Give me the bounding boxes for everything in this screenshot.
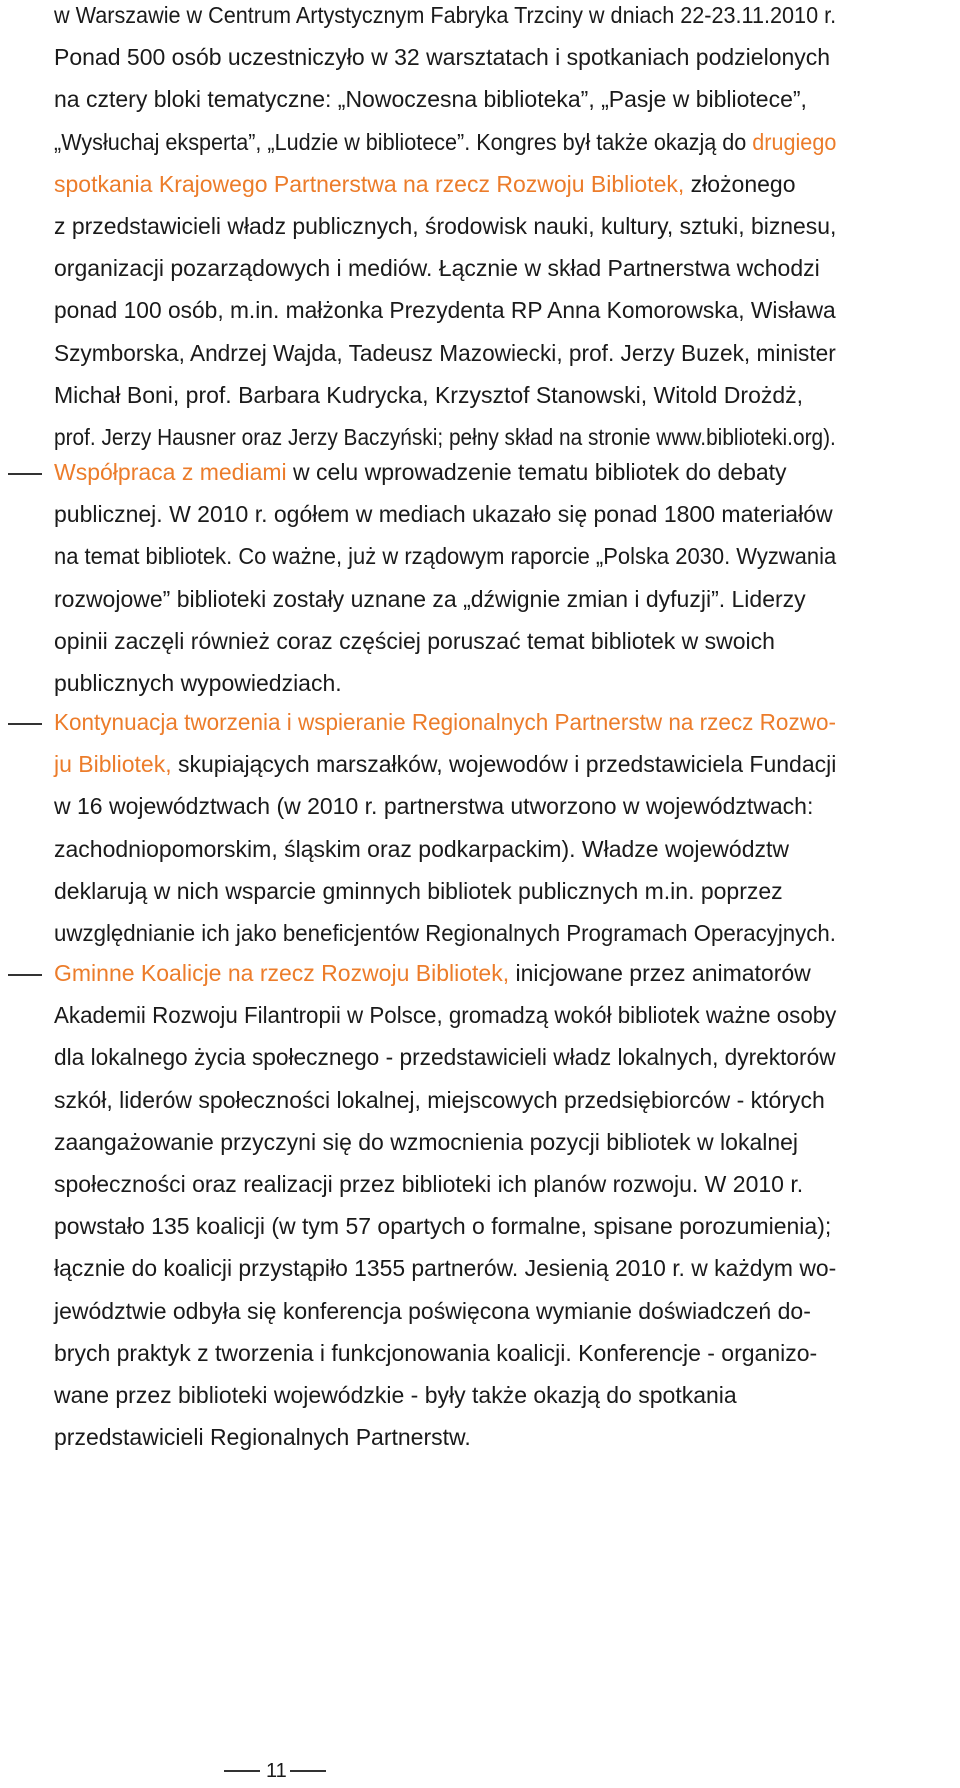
text-run: powstało 135 koalicji (w tym 57 opartych o formalne, spisane porozumienia); [54,1213,832,1239]
text-line [54,1211,831,1241]
text-run: Ponad 500 osób uczestniczyło w 32 warsztatach i spotkaniach podzielonych [54,44,831,70]
highlighted-text: ju Bibliotek, [54,751,172,777]
text-line [54,791,813,821]
text-run: deklarują w nich wsparcie gminnych bibliotek publicznych m.in. poprzez [54,878,783,904]
text-line [54,584,806,614]
text-line [54,84,807,114]
text-line [54,1380,737,1410]
text-run: „Wysłuchaj eksperta”, „Ludzie w bibliotece”. Kongres był także okazją do [54,129,753,155]
text-line [54,0,836,30]
text-run: Szymborska, Andrzej Wajda, Tadeusz Mazowiecki, prof. Jerzy Buzek, minister [54,340,836,366]
text-line [54,457,787,487]
text-line [54,422,836,452]
footer-rule-left [224,1770,260,1772]
text-run: łącznie do koalicji przystąpiło 1355 partnerów. Jesienią 2010 r. w każdym wo- [54,1255,837,1281]
text-line [54,127,836,157]
text-line [54,499,833,529]
text-run: publicznej. W 2010 r. ogółem w mediach ukazało się ponad 1800 materiałów [54,501,833,527]
text-line [54,1422,471,1452]
bullet-dash-regional [8,723,42,725]
highlighted-text: Kontynuacja tworzenia i wspieranie Regionalnych Partnerstw na rzecz Rozwo- [54,709,836,735]
text-line [54,668,342,698]
page-footer [0,1759,960,1783]
text-run: Akademii Rozwoju Filantropii w Polsce, gromadzą wokół bibliotek ważne osoby [54,1002,837,1028]
text-run: przedstawicieli Regionalnych Partnerstw. [54,1424,471,1450]
text-run: publicznych wypowiedziach. [54,670,342,696]
text-line [54,380,803,410]
text-run: brych praktyk z tworzenia i funkcjonowania koalicji. Konferencje - organizo- [54,1340,818,1366]
text-line [54,749,836,779]
text-run: w 16 województwach (w 2010 r. partnerstwa utworzono w województwach: [54,793,814,819]
bullet-dash-media [8,473,42,475]
highlighted-text: Współpraca z mediami [54,459,287,485]
text-run: skupiających marszałków, wojewodów i przedstawiciela Fundacji [171,751,837,777]
text-line [54,1338,817,1368]
text-run: zachodniopomorskim, śląskim oraz podkarpackim). Władze województw [54,836,789,862]
text-line [54,42,830,72]
text-run: w Warszawie w Centrum Artystycznym Fabryka Trzciny w dniach 22-23.11.2010 r. [54,2,837,28]
page-number: 11 [266,1760,287,1782]
highlighted-text: Gminne Koalicje na rzecz Rozwoju Bibliotek, [54,960,510,986]
text-line [54,1296,811,1326]
text-run: opinii zaczęli również coraz częściej poruszać temat bibliotek w swoich [54,628,775,654]
text-run: organizacji pozarządowych i mediów. Łącznie w skład Partnerstwa wchodzi [54,255,820,281]
text-line [54,1169,803,1199]
text-run: ponad 100 osób, m.in. małżonka Prezydenta RP Anna Komorowska, Wisława [54,297,836,323]
text-run: inicjowane przez animatorów [509,960,811,986]
text-run: jewództwie odbyła się konferencja poświęcona wymianie doświadczeń do- [54,1298,811,1324]
text-line [54,541,836,571]
text-run: wane przez biblioteki wojewódzkie - były także okazją do spotkania [54,1382,737,1408]
text-run: społeczności oraz realizacji przez biblioteki ich planów rozwoju. W 2010 r. [54,1171,804,1197]
text-run: szkół, liderów społeczności lokalnej, miejscowych przedsiębiorców - których [54,1087,825,1113]
text-line [54,918,836,948]
text-line [54,707,836,737]
text-line [54,834,789,864]
text-run: z przedstawicieli władz publicznych, środowisk nauki, kultury, sztuki, biznesu, [54,213,837,239]
text-line [54,1085,825,1115]
text-line [54,1127,798,1157]
text-run: Michał Boni, prof. Barbara Kudrycka, Krzysztof Stanowski, Witold Drożdż, [54,382,804,408]
text-line [54,1253,836,1283]
text-run: na temat bibliotek. Co ważne, już w rządowym raporcie „Polska 2030. Wyzwania [54,543,837,569]
text-line [54,1042,836,1072]
text-line [54,958,811,988]
text-run: uwzględnianie ich jako beneficjentów Regionalnych Programach Operacyjnych. [54,920,836,946]
text-line [54,626,775,656]
text-line [54,876,783,906]
text-run: dla lokalnego życia społecznego - przedstawicieli władz lokalnych, dyrektorów [54,1044,836,1070]
text-run: rozwojowe” biblioteki zostały uznane za „dźwignie zmian i dyfuzji”. Liderzy [54,586,806,612]
text-line [54,295,836,325]
bullet-dash-coalitions [8,974,42,976]
text-line [54,169,796,199]
text-line [54,211,836,241]
footer-rule-right [290,1770,326,1772]
text-run: w celu wprowadzenie tematu bibliotek do debaty [286,459,787,485]
highlighted-text: drugiego [752,129,837,155]
highlighted-text: spotkania Krajowego Partnerstwa na rzecz Rozwoju Bibliotek, [54,171,685,197]
text-run: na cztery bloki tematyczne: „Nowoczesna biblioteka”, „Pasje w bibliotece”, [54,86,807,112]
text-run: złożonego [684,171,796,197]
text-line [54,253,820,283]
text-line [54,1000,836,1030]
text-run: prof. Jerzy Hausner oraz Jerzy Baczyński; pełny skład na stronie www.biblioteki.org). [54,424,836,450]
text-run: zaangażowanie przyczyni się do wzmocnienia pozycji bibliotek w lokalnej [54,1129,799,1155]
text-line [54,338,836,368]
